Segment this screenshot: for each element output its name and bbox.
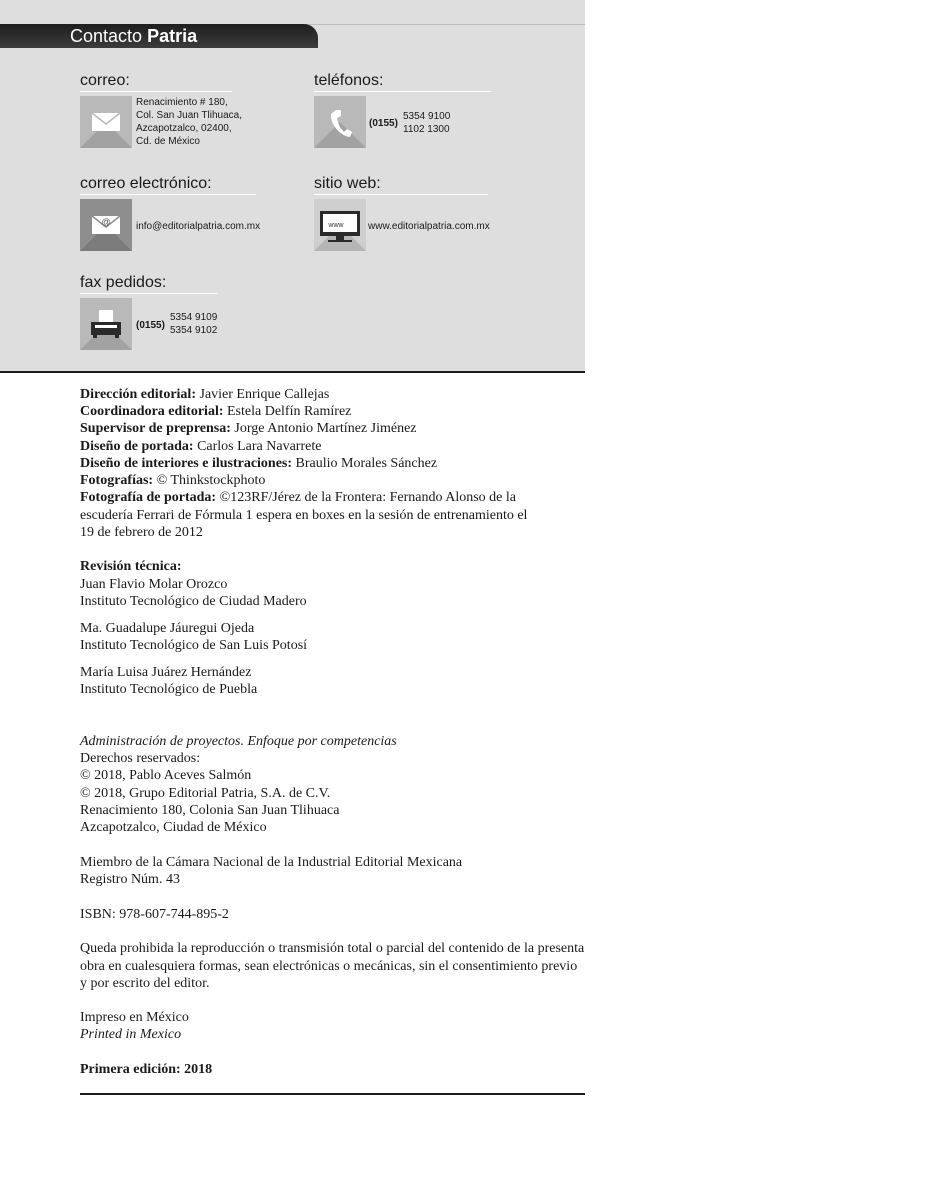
- reviewer-name: Juan Flavio Molar Orozco: [80, 577, 228, 592]
- email-address[interactable]: info@editorialpatria.com.mx: [136, 221, 261, 232]
- fax-rule: [80, 293, 218, 294]
- fax-numbers: 5354 9109 5354 9102: [170, 312, 218, 336]
- credit-line: Fotografías: © Thinkstockphoto: [80, 473, 266, 488]
- credit-line: Diseño de portada: Carlos Lara Navarrete: [80, 439, 322, 454]
- credit-line: Dirección editorial: Javier Enrique Callejas: [80, 387, 330, 402]
- legal-line: Queda prohibida la reproducción o transmisión total o parcial del contenido de la presenta: [80, 941, 585, 956]
- website-url[interactable]: www.editorialpatria.com.mx: [368, 221, 490, 232]
- email-at-icon: [80, 199, 132, 251]
- edition: Primera edición: 2018: [80, 1062, 213, 1077]
- mail-rule: [80, 91, 232, 92]
- printed-english: Printed in Mexico: [80, 1027, 182, 1042]
- mail-address: Renacimiento # 180, Col. San Juan Tlihuaca, Azcapotzalco, 02400, Cd. de México: [136, 97, 242, 147]
- svg-text:@: @: [101, 217, 111, 227]
- credit-line: Fotografía de portada: ©123RF/Jérez de la Frontera: Fernando Alonso de la: [80, 490, 516, 505]
- envelope-icon: [80, 96, 132, 148]
- credit-continuation: escudería Ferrari de Fórmula 1 espera en boxes en la sesión de entrenamiento el: [80, 508, 528, 523]
- copyright-line: © 2018, Grupo Editorial Patria, S.A. de C.V.: [80, 786, 331, 801]
- credit-continuation: 19 de febrero de 2012: [80, 525, 203, 540]
- monitor-icon: [314, 199, 366, 251]
- fax-label: fax pedidos:: [80, 274, 167, 291]
- email-label: correo electrónico:: [80, 175, 212, 192]
- registration-number: Registro Núm. 43: [80, 872, 180, 887]
- reviewer-name: Ma. Guadalupe Jáuregui Ojeda: [80, 621, 255, 636]
- phone-icon: [314, 96, 366, 148]
- reviewer-name: María Luisa Juárez Hernández: [80, 665, 252, 680]
- web-rule: [314, 194, 488, 195]
- svg-text:www: www: [328, 222, 344, 229]
- book-title: Administración de proyectos. Enfoque por competencias: [80, 734, 397, 749]
- phones-rule: [314, 91, 491, 92]
- fax-icon: [80, 298, 132, 350]
- legal-line: obra en cualesquiera formas, sean electrónicas o mecánicas, sin el consentimiento previo: [80, 959, 578, 974]
- bottom-divider: [80, 1093, 585, 1095]
- credit-line: Supervisor de preprensa: Jorge Antonio Martínez Jiménez: [80, 421, 417, 436]
- reviewer-institution: Instituto Tecnológico de Puebla: [80, 682, 258, 697]
- copyright-line: Azcapotzalco, Ciudad de México: [80, 820, 267, 835]
- phones-prefix: (0155): [369, 118, 398, 129]
- reviewer-institution: Instituto Tecnológico de Ciudad Madero: [80, 594, 307, 609]
- review-title: Revisión técnica:: [80, 559, 182, 574]
- phone-numbers: 5354 9100 1102 1300: [403, 111, 451, 135]
- fax-prefix: (0155): [136, 320, 165, 331]
- panel-bottom-divider: [0, 371, 585, 373]
- web-label: sitio web:: [314, 175, 381, 192]
- copyright-line: Renacimiento 180, Colonia San Juan Tlihuaca: [80, 803, 340, 818]
- isbn: ISBN: 978-607-744-895-2: [80, 907, 229, 922]
- membership-line: Miembro de la Cámara Nacional de la Industrial Editorial Mexicana: [80, 855, 463, 870]
- credit-line: Diseño de interiores e ilustraciones: Braulio Morales Sánchez: [80, 456, 438, 471]
- mail-label: correo:: [80, 72, 130, 89]
- copyright-line: Derechos reservados:: [80, 751, 201, 766]
- contact-banner: [0, 24, 318, 48]
- legal-line: y por escrito del editor.: [80, 976, 210, 991]
- phones-label: teléfonos:: [314, 72, 384, 89]
- email-rule: [80, 194, 256, 195]
- copyright-line: © 2018, Pablo Aceves Salmón: [80, 768, 252, 783]
- credit-line: Coordinadora editorial: Estela Delfín Ramírez: [80, 404, 352, 419]
- reviewer-institution: Instituto Tecnológico de San Luis Potosí: [80, 638, 308, 653]
- banner-title: Contacto Patria: [70, 26, 198, 46]
- printed-spanish: Impreso en México: [80, 1010, 189, 1025]
